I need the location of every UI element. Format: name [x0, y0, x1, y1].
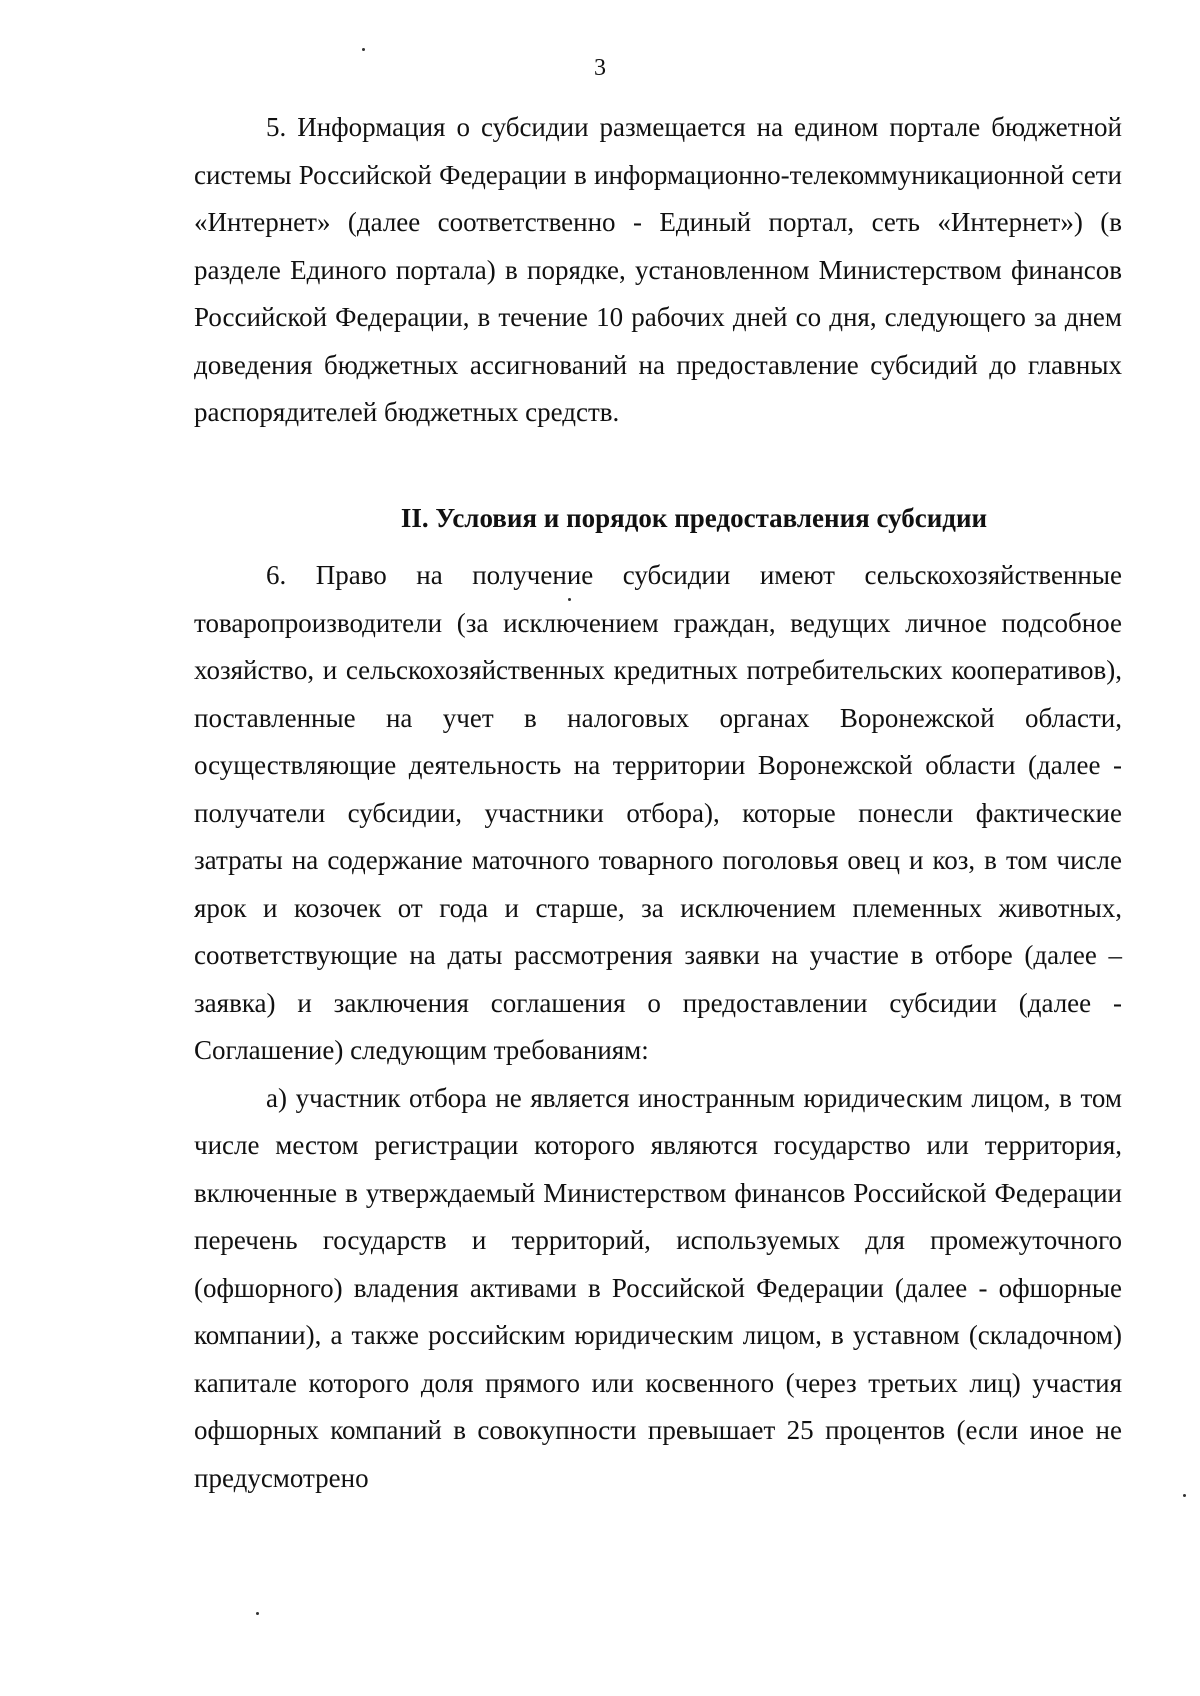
paragraph-6: 6. Право на получение субсидии имеют сельскохозяйственные товаропроизводители (за исключением граждан, ведущих личное подсобное хозяйство, и сельскохозяйственных кредитных потребительских кооперативов), поставленные на учет в налоговых органах Воронежской области, осуществляющие деятельность на территории Воронежской области (далее - получатели субсидии, участники отбора), которые понесли фактические затраты на содержание маточного товарного поголовья овец и коз, в том числе ярок и козочек от года и старше, за исключением племенных животных, соответствующие на даты рассмотрения заявки на участие в отборе (далее – заявка) и заключения соглашения о предоставлении субсидии (далее - Соглашение) следующим требованиям:	[194, 560, 1122, 1065]
paragraph-5: 5. Информация о субсидии размещается на едином портале бюджетной системы Российской Федерации в информационно-телекоммуникационной сети «Интернет» (далее соответственно - Единый портал, сеть «Интернет») (в разделе Единого портала) в порядке, установленном Министерством финансов Российской Федерации, в течение 10 рабочих дней со дня, следующего за днем доведения бюджетных ассигнований на предоставление субсидий до главных распорядителей бюджетных средств.	[194, 112, 1122, 427]
section-heading: II. Условия и порядок предоставления субсидии	[400, 502, 988, 533]
scan-speck	[256, 1612, 259, 1615]
scan-speck	[362, 48, 365, 51]
page-number: 3	[594, 55, 606, 81]
scan-speck	[1183, 1494, 1186, 1497]
paragraph-a: а) участник отбора не является иностранным юридическим лицом, в том числе местом регистрации которого являются государство или территория, включенные в утверждаемый Министерством финансов Российской Федерации перечень государств и территорий, используемых для промежуточного (офшорного) владения активами в Российской Федерации (далее - офшорные компании), а также российским юридическим лицом, в уставном (складочном) капитале которого доля прямого или косвенного (через третьих лиц) участия офшорных компаний в совокупности превышает 25 процентов (если иное не предусмотрено	[194, 1082, 1122, 1493]
document-body	[194, 104, 1122, 1502]
